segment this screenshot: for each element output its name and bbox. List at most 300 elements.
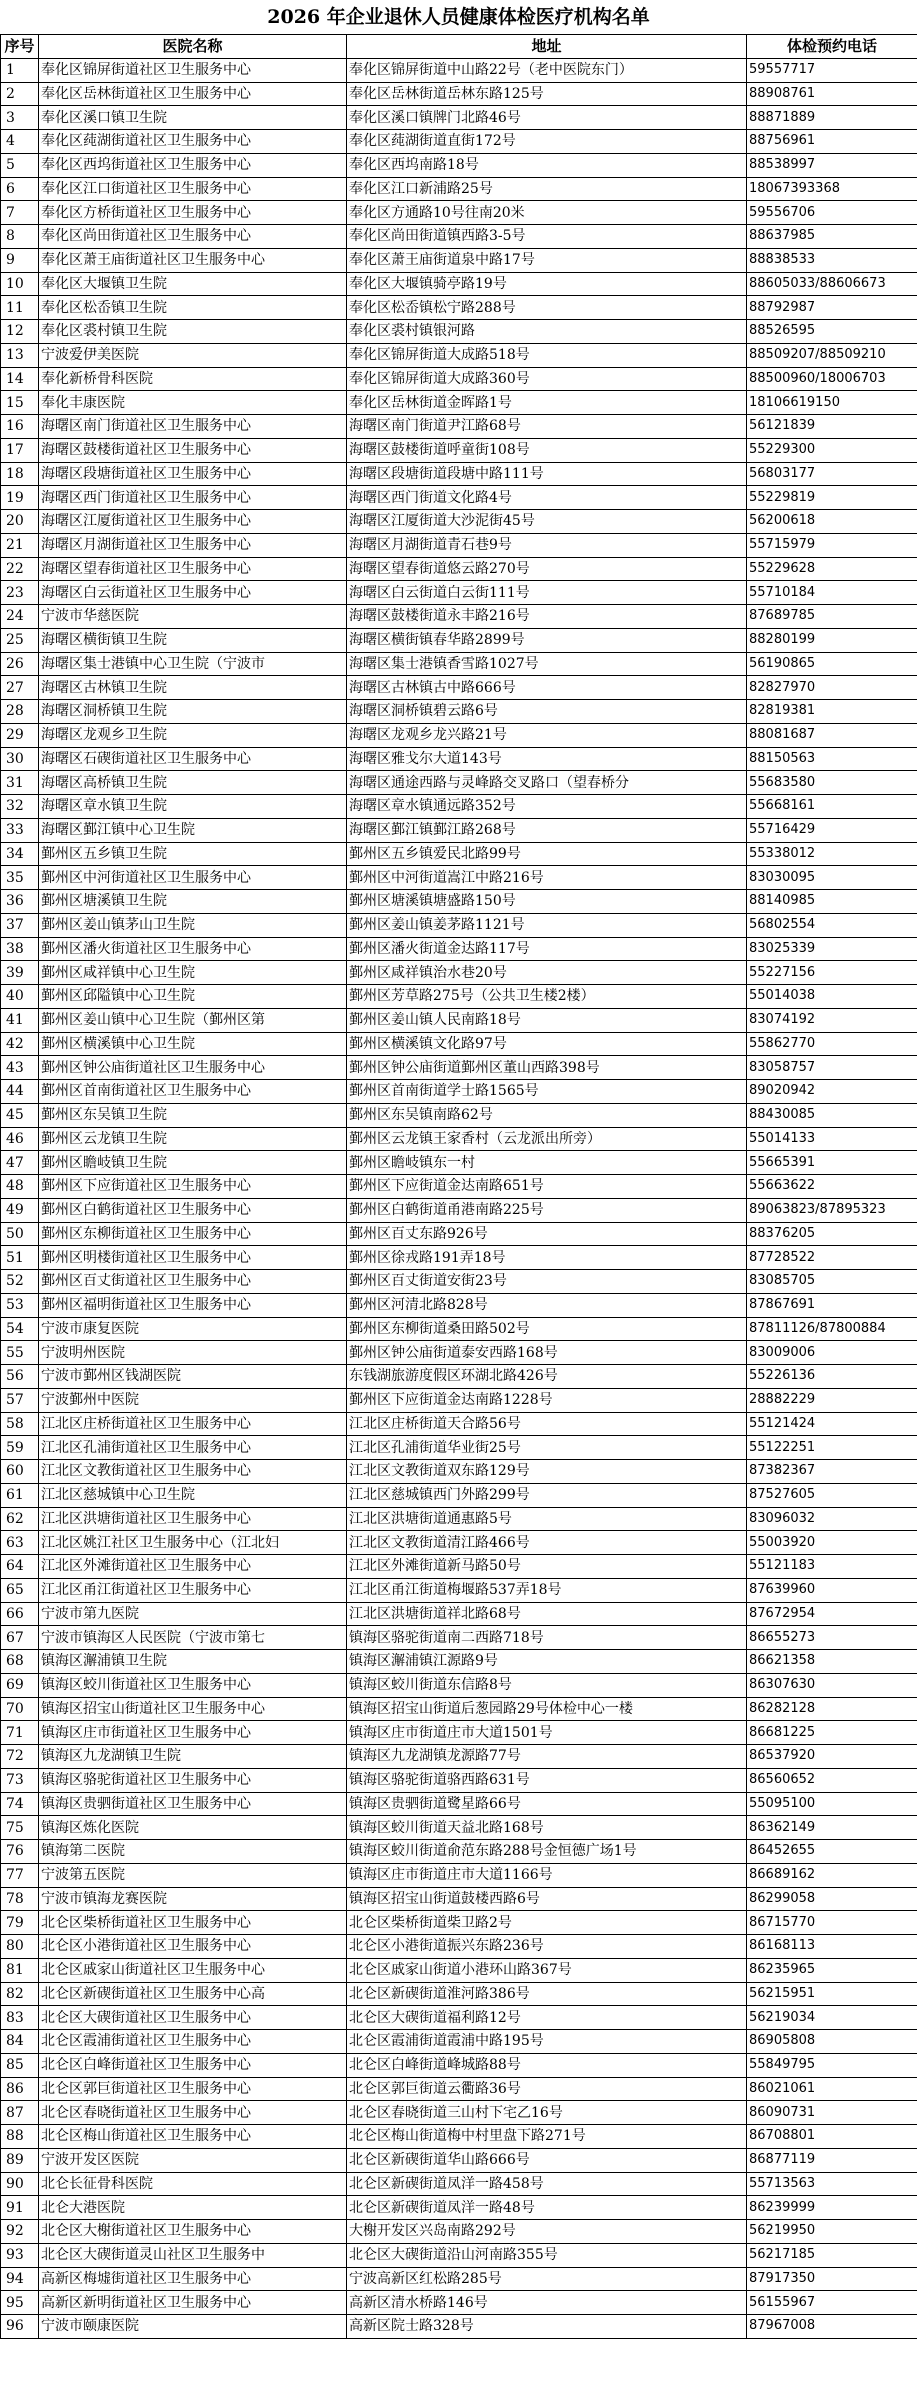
table-row (1, 1578, 917, 1602)
hospital-name: 高新区梅墟街道社区卫生服务中心 (39, 2267, 347, 2291)
booking-phone: 86560652 (747, 1768, 917, 1792)
hospital-table (0, 34, 917, 2339)
hospital-name: 镇海区庄市街道社区卫生服务中心 (39, 1721, 347, 1745)
booking-phone: 56217185 (747, 2243, 917, 2267)
table-row (1, 2220, 917, 2244)
booking-phone: 55226136 (747, 1365, 917, 1389)
hospital-name: 宁波市颐康医院 (39, 2315, 347, 2339)
hospital-address: 江北区文教街道清江路466号 (347, 1531, 747, 1555)
table-row (1, 177, 917, 201)
row-index: 94 (1, 2267, 39, 2291)
hospital-name: 北仑长征骨科医院 (39, 2172, 347, 2196)
hospital-name: 北仑区春晓街道社区卫生服务中心 (39, 2101, 347, 2125)
booking-phone: 88538997 (747, 153, 917, 177)
row-index: 11 (1, 296, 39, 320)
hospital-address: 海曙区龙观乡龙兴路21号 (347, 723, 747, 747)
table-row (1, 2196, 917, 2220)
row-index: 13 (1, 343, 39, 367)
row-index: 8 (1, 225, 39, 249)
table-row (1, 1222, 917, 1246)
booking-phone: 56219034 (747, 2006, 917, 2030)
booking-phone: 18106619150 (747, 391, 917, 415)
hospital-name: 北仑区大榭街道社区卫生服务中心 (39, 2220, 347, 2244)
hospital-name: 鄞州区首南街道社区卫生服务中心 (39, 1080, 347, 1104)
hospital-address: 奉化区西坞南路18号 (347, 153, 747, 177)
hospital-name: 江北区外滩街道社区卫生服务中心 (39, 1555, 347, 1579)
table-row (1, 272, 917, 296)
hospital-address: 江北区孔浦街道华业街25号 (347, 1436, 747, 1460)
row-index: 55 (1, 1341, 39, 1365)
hospital-name: 镇海区九龙湖镇卫生院 (39, 1745, 347, 1769)
row-index: 34 (1, 842, 39, 866)
hospital-address: 鄞州区中河街道嵩江中路216号 (347, 866, 747, 890)
booking-phone: 87728522 (747, 1246, 917, 1270)
table-row (1, 723, 917, 747)
row-index: 9 (1, 248, 39, 272)
hospital-address: 奉化区大堰镇骑亭路19号 (347, 272, 747, 296)
row-index: 76 (1, 1840, 39, 1864)
hospital-name: 北仑区大碶街道灵山社区卫生服务中 (39, 2243, 347, 2267)
hospital-name: 镇海区蛟川街道社区卫生服务中心 (39, 1673, 347, 1697)
hospital-name: 江北区姚江社区卫生服务中心（江北妇 (39, 1531, 347, 1555)
table-row (1, 320, 917, 344)
hospital-name: 北仑区戚家山街道社区卫生服务中心 (39, 1958, 347, 1982)
table-row (1, 1436, 917, 1460)
hospital-address: 海曙区雅戈尔大道143号 (347, 747, 747, 771)
hospital-address: 江北区文教街道双东路129号 (347, 1460, 747, 1484)
row-index: 29 (1, 723, 39, 747)
booking-phone: 86715770 (747, 1911, 917, 1935)
booking-phone: 88756961 (747, 130, 917, 154)
row-index: 40 (1, 985, 39, 1009)
hospital-address: 鄞州区东柳街道桑田路502号 (347, 1317, 747, 1341)
booking-phone: 55710184 (747, 581, 917, 605)
table-row (1, 1293, 917, 1317)
row-index: 75 (1, 1816, 39, 1840)
hospital-address: 东钱湖旅游度假区环湖北路426号 (347, 1365, 747, 1389)
booking-phone: 59556706 (747, 201, 917, 225)
row-index: 95 (1, 2291, 39, 2315)
hospital-address: 镇海区贵驷街道鹭星路66号 (347, 1792, 747, 1816)
hospital-name: 江北区文教街道社区卫生服务中心 (39, 1460, 347, 1484)
row-index: 58 (1, 1412, 39, 1436)
booking-phone: 88908761 (747, 82, 917, 106)
booking-phone: 55862770 (747, 1032, 917, 1056)
hospital-address: 鄞州区钟公庙街道泰安西路168号 (347, 1341, 747, 1365)
row-index: 90 (1, 2172, 39, 2196)
row-index: 50 (1, 1222, 39, 1246)
row-index: 10 (1, 272, 39, 296)
booking-phone: 87967008 (747, 2315, 917, 2339)
row-index: 83 (1, 2006, 39, 2030)
booking-phone: 87811126/87800884 (747, 1317, 917, 1341)
hospital-name: 镇海区澥浦镇卫生院 (39, 1650, 347, 1674)
hospital-address: 海曙区鼓楼街道呼童街108号 (347, 438, 747, 462)
row-index: 22 (1, 557, 39, 581)
hospital-name: 北仑区新碶街道社区卫生服务中心高 (39, 1982, 347, 2006)
hospital-name: 鄞州区东吴镇卫生院 (39, 1103, 347, 1127)
table-row (1, 1697, 917, 1721)
table-row (1, 1863, 917, 1887)
row-index: 63 (1, 1531, 39, 1555)
row-index: 21 (1, 533, 39, 557)
hospital-address: 北仑区新碶街道华山路666号 (347, 2148, 747, 2172)
row-index: 45 (1, 1103, 39, 1127)
row-index: 92 (1, 2220, 39, 2244)
hospital-name: 北仑区大碶街道社区卫生服务中心 (39, 2006, 347, 2030)
hospital-name: 鄞州区姜山镇中心卫生院（鄞州区第 (39, 1008, 347, 1032)
hospital-name: 奉化区方桥街道社区卫生服务中心 (39, 201, 347, 225)
table-row (1, 1198, 917, 1222)
booking-phone: 86282128 (747, 1697, 917, 1721)
booking-phone: 83030095 (747, 866, 917, 890)
hospital-name: 镇海区骆驼街道社区卫生服务中心 (39, 1768, 347, 1792)
hospital-name: 镇海区炼化医院 (39, 1816, 347, 1840)
booking-phone: 55668161 (747, 795, 917, 819)
hospital-address: 北仑区新碶街道凤洋一路458号 (347, 2172, 747, 2196)
booking-phone: 56155967 (747, 2291, 917, 2315)
hospital-name: 奉化区萧王庙街道社区卫生服务中心 (39, 248, 347, 272)
row-index: 70 (1, 1697, 39, 1721)
hospital-name: 宁波鄞州中医院 (39, 1388, 347, 1412)
hospital-name: 海曙区西门街道社区卫生服务中心 (39, 486, 347, 510)
row-index: 91 (1, 2196, 39, 2220)
row-index: 71 (1, 1721, 39, 1745)
hospital-address: 海曙区南门街道尹江路68号 (347, 415, 747, 439)
booking-phone: 86905808 (747, 2030, 917, 2054)
hospital-name: 海曙区高桥镇卫生院 (39, 771, 347, 795)
table-row (1, 771, 917, 795)
booking-phone: 88637985 (747, 225, 917, 249)
hospital-address: 镇海区九龙湖镇龙源路77号 (347, 1745, 747, 1769)
row-index: 33 (1, 818, 39, 842)
table-row (1, 58, 917, 82)
hospital-address: 北仑区柴桥街道柴卫路2号 (347, 1911, 747, 1935)
hospital-address: 镇海区招宝山街道鼓楼西路6号 (347, 1887, 747, 1911)
table-row (1, 605, 917, 629)
row-index: 42 (1, 1032, 39, 1056)
row-index: 53 (1, 1293, 39, 1317)
hospital-address: 海曙区江厦街道大沙泥街45号 (347, 510, 747, 534)
row-index: 16 (1, 415, 39, 439)
booking-phone: 86021061 (747, 2077, 917, 2101)
hospital-address: 鄞州区瞻岐镇东一村 (347, 1151, 747, 1175)
booking-phone: 88792987 (747, 296, 917, 320)
hospital-address: 奉化区裘村镇银河路 (347, 320, 747, 344)
table-row (1, 106, 917, 130)
hospital-name: 海曙区南门街道社区卫生服务中心 (39, 415, 347, 439)
table-row (1, 1317, 917, 1341)
row-index: 52 (1, 1270, 39, 1294)
hospital-address: 奉化区溪口镇牌门北路46号 (347, 106, 747, 130)
hospital-address: 奉化区锦屏街道中山路22号（老中医院东门） (347, 58, 747, 82)
row-index: 35 (1, 866, 39, 890)
table-row (1, 652, 917, 676)
hospital-name: 镇海第二医院 (39, 1840, 347, 1864)
table-row (1, 2006, 917, 2030)
booking-phone: 18067393368 (747, 177, 917, 201)
hospital-name: 宁波市第九医院 (39, 1602, 347, 1626)
hospital-address: 奉化区松岙镇松宁路288号 (347, 296, 747, 320)
hospital-address: 鄞州区百丈东路926号 (347, 1222, 747, 1246)
hospital-name: 北仑区梅山街道社区卫生服务中心 (39, 2125, 347, 2149)
row-index: 20 (1, 510, 39, 534)
hospital-name: 奉化区尚田街道社区卫生服务中心 (39, 225, 347, 249)
row-index: 74 (1, 1792, 39, 1816)
hospital-name: 海曙区鼓楼街道社区卫生服务中心 (39, 438, 347, 462)
header-hospital-name: 医院名称 (39, 35, 347, 59)
table-row (1, 391, 917, 415)
table-row (1, 842, 917, 866)
table-row (1, 1507, 917, 1531)
hospital-address: 海曙区章水镇通远路352号 (347, 795, 747, 819)
booking-phone: 86689162 (747, 1863, 917, 1887)
hospital-address: 鄞州区姜山镇姜茅路1121号 (347, 913, 747, 937)
table-row (1, 1412, 917, 1436)
table-row (1, 1673, 917, 1697)
table-row (1, 153, 917, 177)
hospital-address: 奉化区锦屏街道大成路360号 (347, 367, 747, 391)
hospital-address: 北仑区新碶街道凤洋一路48号 (347, 2196, 747, 2220)
row-index: 6 (1, 177, 39, 201)
hospital-address: 海曙区望春街道悠云路270号 (347, 557, 747, 581)
hospital-address: 镇海区蛟川街道天益北路168号 (347, 1816, 747, 1840)
row-index: 19 (1, 486, 39, 510)
hospital-address: 镇海区蛟川街道俞范东路288号金恒德广场1号 (347, 1840, 747, 1864)
hospital-address: 大榭开发区兴岛南路292号 (347, 2220, 747, 2244)
hospital-name: 鄞州区塘溪镇卫生院 (39, 890, 347, 914)
hospital-address: 鄞州区徐戎路191弄18号 (347, 1246, 747, 1270)
table-row (1, 1982, 917, 2006)
row-index: 79 (1, 1911, 39, 1935)
row-index: 15 (1, 391, 39, 415)
booking-phone: 55121183 (747, 1555, 917, 1579)
hospital-name: 鄞州区下应街道社区卫生服务中心 (39, 1175, 347, 1199)
hospital-address: 北仑区霞浦街道霞浦中路195号 (347, 2030, 747, 2054)
row-index: 86 (1, 2077, 39, 2101)
booking-phone: 55665391 (747, 1151, 917, 1175)
hospital-name: 宁波市镇海龙赛医院 (39, 1887, 347, 1911)
table-row (1, 2030, 917, 2054)
booking-phone: 87527605 (747, 1483, 917, 1507)
header-address: 地址 (347, 35, 747, 59)
hospital-address: 鄞州区横溪镇文化路97号 (347, 1032, 747, 1056)
booking-phone: 88140985 (747, 890, 917, 914)
booking-phone: 83096032 (747, 1507, 917, 1531)
table-body (1, 58, 917, 2338)
hospital-address: 北仑区新碶街道淮河路386号 (347, 1982, 747, 2006)
booking-phone: 88838533 (747, 248, 917, 272)
booking-phone: 55716429 (747, 818, 917, 842)
hospital-address: 镇海区庄市街道庄市大道1501号 (347, 1721, 747, 1745)
booking-phone: 87867691 (747, 1293, 917, 1317)
hospital-name: 北仑区郭巨街道社区卫生服务中心 (39, 2077, 347, 2101)
hospital-address: 鄞州区咸祥镇治水巷20号 (347, 961, 747, 985)
booking-phone: 88280199 (747, 628, 917, 652)
hospital-address: 高新区院士路328号 (347, 2315, 747, 2339)
hospital-address: 江北区洪塘街道祥北路68号 (347, 1602, 747, 1626)
booking-phone: 87689785 (747, 605, 917, 629)
row-index: 68 (1, 1650, 39, 1674)
booking-phone: 86239999 (747, 2196, 917, 2220)
table-row (1, 2053, 917, 2077)
row-index: 5 (1, 153, 39, 177)
row-index: 4 (1, 130, 39, 154)
hospital-address: 镇海区澥浦镇江源路9号 (347, 1650, 747, 1674)
hospital-name: 北仑大港医院 (39, 2196, 347, 2220)
booking-phone: 86452655 (747, 1840, 917, 1864)
row-index: 57 (1, 1388, 39, 1412)
hospital-address: 鄞州区下应街道金达南路1228号 (347, 1388, 747, 1412)
booking-phone: 86621358 (747, 1650, 917, 1674)
booking-phone: 88605033/88606673 (747, 272, 917, 296)
hospital-address: 海曙区横街镇春华路2899号 (347, 628, 747, 652)
hospital-name: 鄞州区百丈街道社区卫生服务中心 (39, 1270, 347, 1294)
table-row (1, 628, 917, 652)
row-index: 48 (1, 1175, 39, 1199)
booking-phone: 83025339 (747, 937, 917, 961)
table-row (1, 1935, 917, 1959)
table-row (1, 438, 917, 462)
row-index: 24 (1, 605, 39, 629)
booking-phone: 87639960 (747, 1578, 917, 1602)
hospital-address: 江北区庄桥街道天合路56号 (347, 1412, 747, 1436)
row-index: 81 (1, 1958, 39, 1982)
hospital-address: 鄞州区云龙镇王家香村（云龙派出所旁） (347, 1127, 747, 1151)
table-row (1, 1840, 917, 1864)
hospital-name: 奉化区江口街道社区卫生服务中心 (39, 177, 347, 201)
booking-phone: 86299058 (747, 1887, 917, 1911)
hospital-address: 镇海区蛟川街道东信路8号 (347, 1673, 747, 1697)
hospital-address: 奉化区岳林街道岳林东路125号 (347, 82, 747, 106)
row-index: 96 (1, 2315, 39, 2339)
booking-phone: 88526595 (747, 320, 917, 344)
hospital-name: 奉化丰康医院 (39, 391, 347, 415)
booking-phone: 87382367 (747, 1460, 917, 1484)
row-index: 64 (1, 1555, 39, 1579)
hospital-name: 鄞州区姜山镇茅山卫生院 (39, 913, 347, 937)
row-index: 73 (1, 1768, 39, 1792)
booking-phone: 86307630 (747, 1673, 917, 1697)
row-index: 49 (1, 1198, 39, 1222)
hospital-name: 海曙区洞桥镇卫生院 (39, 700, 347, 724)
table-row (1, 1008, 917, 1032)
booking-phone: 59557717 (747, 58, 917, 82)
table-row (1, 486, 917, 510)
table-row (1, 2267, 917, 2291)
hospital-name: 江北区洪塘街道社区卫生服务中心 (39, 1507, 347, 1531)
hospital-address: 镇海区庄市街道庄市大道1166号 (347, 1863, 747, 1887)
row-index: 41 (1, 1008, 39, 1032)
row-index: 18 (1, 462, 39, 486)
row-index: 14 (1, 367, 39, 391)
row-index: 1 (1, 58, 39, 82)
hospital-name: 奉化区莼湖街道社区卫生服务中心 (39, 130, 347, 154)
row-index: 44 (1, 1080, 39, 1104)
hospital-address: 高新区清水桥路146号 (347, 2291, 747, 2315)
hospital-name: 宁波明州医院 (39, 1341, 347, 1365)
table-row (1, 1650, 917, 1674)
header-phone: 体检预约电话 (747, 35, 917, 59)
hospital-address: 北仑区戚家山街道小港环山路367号 (347, 1958, 747, 1982)
table-row (1, 581, 917, 605)
row-index: 47 (1, 1151, 39, 1175)
row-index: 46 (1, 1127, 39, 1151)
booking-phone: 86655273 (747, 1626, 917, 1650)
booking-phone: 87917350 (747, 2267, 917, 2291)
booking-phone: 56190865 (747, 652, 917, 676)
table-row (1, 1816, 917, 1840)
hospital-address: 北仑区梅山街道梅中村里盘下路271号 (347, 2125, 747, 2149)
hospital-address: 北仑区白峰街道峰城路88号 (347, 2053, 747, 2077)
row-index: 66 (1, 1602, 39, 1626)
table-row (1, 1483, 917, 1507)
hospital-address: 奉化区萧王庙街道泉中路17号 (347, 248, 747, 272)
row-index: 69 (1, 1673, 39, 1697)
page-title: 2026 年企业退休人员健康体检医疗机构名单 (267, 6, 650, 28)
hospital-name: 奉化区岳林街道社区卫生服务中心 (39, 82, 347, 106)
hospital-name: 镇海区贵驷街道社区卫生服务中心 (39, 1792, 347, 1816)
hospital-name: 江北区慈城镇中心卫生院 (39, 1483, 347, 1507)
table-row (1, 201, 917, 225)
hospital-name: 海曙区月湖街道社区卫生服务中心 (39, 533, 347, 557)
hospital-address: 海曙区鄞江镇鄞江路268号 (347, 818, 747, 842)
hospital-name: 鄞州区横溪镇中心卫生院 (39, 1032, 347, 1056)
hospital-name: 北仑区霞浦街道社区卫生服务中心 (39, 2030, 347, 2054)
row-index: 82 (1, 1982, 39, 2006)
hospital-address: 鄞州区五乡镇爱民北路99号 (347, 842, 747, 866)
booking-phone: 56215951 (747, 1982, 917, 2006)
booking-phone: 55122251 (747, 1436, 917, 1460)
hospital-name: 海曙区石碶街道社区卫生服务中心 (39, 747, 347, 771)
table-row (1, 1887, 917, 1911)
table-row (1, 1768, 917, 1792)
row-index: 28 (1, 700, 39, 724)
row-index: 32 (1, 795, 39, 819)
hospital-address: 海曙区洞桥镇碧云路6号 (347, 700, 747, 724)
hospital-name: 鄞州区东柳街道社区卫生服务中心 (39, 1222, 347, 1246)
table-row (1, 961, 917, 985)
booking-phone: 83074192 (747, 1008, 917, 1032)
table-row (1, 890, 917, 914)
table-row (1, 1388, 917, 1412)
row-index: 31 (1, 771, 39, 795)
table-row (1, 2243, 917, 2267)
hospital-name: 海曙区江厦街道社区卫生服务中心 (39, 510, 347, 534)
row-index: 80 (1, 1935, 39, 1959)
hospital-name: 北仑区白峰街道社区卫生服务中心 (39, 2053, 347, 2077)
booking-phone: 55095100 (747, 1792, 917, 1816)
booking-phone: 86708801 (747, 2125, 917, 2149)
hospital-name: 奉化区松岙镇卫生院 (39, 296, 347, 320)
hospital-name: 江北区庄桥街道社区卫生服务中心 (39, 1412, 347, 1436)
hospital-name: 江北区甬江街道社区卫生服务中心 (39, 1578, 347, 1602)
row-index: 30 (1, 747, 39, 771)
table-row (1, 795, 917, 819)
table-row (1, 1151, 917, 1175)
hospital-address: 鄞州区河清北路828号 (347, 1293, 747, 1317)
table-row (1, 1531, 917, 1555)
hospital-address: 北仑区春晓街道三山村下宅乙16号 (347, 2101, 747, 2125)
hospital-name: 北仑区小港街道社区卫生服务中心 (39, 1935, 347, 1959)
hospital-name: 鄞州区福明街道社区卫生服务中心 (39, 1293, 347, 1317)
table-row (1, 533, 917, 557)
hospital-address: 鄞州区东吴镇南路62号 (347, 1103, 747, 1127)
row-index: 37 (1, 913, 39, 937)
hospital-address: 奉化区方通路10号往南20米 (347, 201, 747, 225)
table-row (1, 1270, 917, 1294)
row-index: 85 (1, 2053, 39, 2077)
